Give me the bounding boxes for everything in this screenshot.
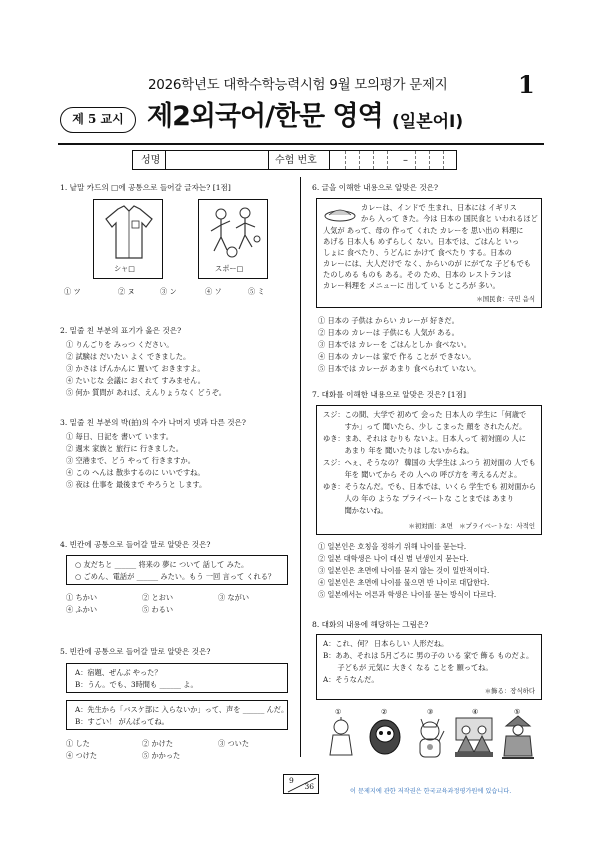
note: ＊国民食：국민 음식 bbox=[476, 295, 535, 303]
option[interactable]: ⑤ かかった bbox=[142, 751, 181, 760]
dialog-line: ゆき：まあ、それは むりも ないよ。日本人って 初対面の 人に bbox=[323, 434, 526, 443]
box-line: ○ ごめん、電話が ______ みたい。もう 一回 言って くれる？ bbox=[75, 572, 276, 581]
option[interactable]: ③ ながい bbox=[218, 593, 250, 602]
dialog-line: B：ああ、それは 5月ごろに 男の子の いる 家で 飾る ものだよ。 bbox=[323, 651, 534, 660]
option[interactable]: ④ ソ bbox=[205, 287, 222, 296]
picture-option-label[interactable]: ⑤ bbox=[514, 707, 521, 716]
page-total: 36 bbox=[304, 782, 314, 792]
dialog-line: 子どもが 元気に 大きく なる ことを 願ってね。 bbox=[323, 663, 493, 672]
sports-players-icon bbox=[205, 205, 263, 260]
option[interactable]: ⑤ 夜は 仕事を 最後まで やろうと します。 bbox=[66, 480, 207, 489]
column-divider bbox=[300, 177, 301, 757]
passage-line: カレー料理を メニューに 出して いる ところが 多い。 bbox=[323, 281, 500, 290]
page-current: 9 bbox=[289, 776, 294, 785]
question-title: 2. 밑줄 친 부분의 표기가 옳은 것은? bbox=[60, 326, 182, 335]
copyright-note: 이 문제지에 관한 저작권은 한국교육과정평가원에 있습니다. bbox=[350, 788, 512, 795]
question-5 bbox=[60, 647, 211, 657]
dialog-line: スジ：へぇ、そうなの？ 韓国の 大学生は ふつう 初対面の 人でも bbox=[323, 458, 536, 467]
dialog-line: A：これ、何？ 日本らしい 人形だね。 bbox=[323, 639, 449, 648]
dialog-line: すか」って 聞いたら、少し こまった 顔を されたんだ。 bbox=[323, 422, 527, 431]
shirt-icon bbox=[104, 205, 154, 260]
q6-passage-box bbox=[316, 198, 542, 308]
samurai-doll-icon[interactable] bbox=[500, 714, 536, 760]
option[interactable]: ③ 일본인은 초면에 나이를 묻지 않는 것이 일반적이다. bbox=[318, 566, 490, 575]
option[interactable]: ① ツ bbox=[64, 287, 81, 296]
dialog-line: ゆき：そうなんだ。でも、日本では、いくら 学生でも 初対面から bbox=[323, 482, 537, 491]
option[interactable]: ⑤ 일본에서는 어른과 학생은 나이를 묻는 방식이 다르다. bbox=[318, 590, 497, 599]
note: ＊初対面：초면 ＊プライベートな：사적인 bbox=[408, 522, 535, 530]
option[interactable]: ③ ン bbox=[160, 287, 177, 296]
option[interactable]: ① 일본인은 호칭을 정하기 위해 나이를 묻는다. bbox=[318, 542, 467, 551]
question-3 bbox=[60, 418, 246, 428]
option[interactable]: ⑤ わるい bbox=[142, 605, 174, 614]
box-line: A：先生から「バスケ部に 入らないか」って、声を ______ んだ。 bbox=[75, 705, 289, 714]
question-8 bbox=[312, 620, 428, 630]
question-2 bbox=[60, 326, 181, 336]
id-dash: – bbox=[403, 155, 408, 166]
option[interactable]: ④ つけた bbox=[66, 751, 98, 760]
question-title: 3. 밑줄 친 부분의 박(拍)의 수가 나머지 넷과 다른 것은? bbox=[60, 418, 246, 427]
question-title: 7. 대화를 이해한 내용으로 알맞은 것은? [1점] bbox=[312, 390, 466, 399]
option[interactable]: ④ たいじな 会議に おくれて すみません。 bbox=[66, 376, 205, 385]
option[interactable]: ⑤ 何か 質問が あれば、えんりょうなく どうぞ。 bbox=[66, 388, 226, 397]
dialog-line: あまり 年を 聞いたりは しないからね。 bbox=[323, 446, 474, 455]
passage-line: カレーには、大人だけで なく、からいのが にがてな 子どもでも bbox=[323, 259, 531, 268]
option[interactable]: ① 日本の 子供は からい カレーが 好きだ。 bbox=[318, 316, 459, 325]
option[interactable]: ② とおい bbox=[142, 593, 174, 602]
box-line: ○ 友だちと ______ 将来の 夢に ついて 話して みた。 bbox=[75, 560, 249, 569]
option[interactable]: ④ 일본인은 초면에 나이를 물으면 반 나이로 대답한다. bbox=[318, 578, 490, 587]
option[interactable]: ③ 日本では カレーを ごはんとしか 食べない。 bbox=[318, 340, 471, 349]
option[interactable]: ② 週末 家族と 旅行に 行きました。 bbox=[66, 444, 183, 453]
daruma-icon[interactable] bbox=[368, 716, 402, 756]
page-number: 1 bbox=[518, 70, 535, 99]
question-title: 8. 대화의 내용에 해당하는 그림은? bbox=[312, 620, 429, 629]
picture-option-label[interactable]: ① bbox=[335, 707, 342, 716]
q5-box-1 bbox=[66, 663, 288, 693]
question-title: 4. 빈칸에 공통으로 들어갈 말로 알맞은 것은? bbox=[60, 540, 211, 549]
dialog-line: スジ：この間、大学で 初めて 会った 日本人の 学生に「何歳で bbox=[323, 410, 527, 419]
question-1 bbox=[60, 183, 231, 193]
name-row bbox=[132, 150, 457, 170]
picture-option-label[interactable]: ② bbox=[381, 707, 388, 716]
picture-option-label[interactable]: ③ bbox=[427, 707, 434, 716]
doll-icon[interactable] bbox=[326, 717, 356, 759]
session-badge: 제 5 교시 bbox=[60, 107, 136, 133]
dialog-line: 聞かないね。 bbox=[323, 506, 388, 515]
passage-line: たのしめる ものも ある。その ため、日本の レストランは bbox=[323, 270, 512, 279]
box-line: A：宿題、ぜんぶ やった？ bbox=[75, 668, 162, 677]
option[interactable]: ② 일본 대학생은 나이 대신 별 년생인지 묻는다. bbox=[318, 554, 469, 563]
q7-dialog-box bbox=[316, 405, 542, 535]
card-2 bbox=[198, 199, 268, 279]
hina-doll-icon[interactable] bbox=[454, 716, 494, 758]
option[interactable]: ① りんごりを みっつ ください。 bbox=[66, 340, 174, 349]
maneki-neko-icon[interactable] bbox=[413, 715, 447, 759]
curry-plate-icon bbox=[323, 203, 357, 223]
option[interactable]: ③ 空港まで、どう やって 行きますか。 bbox=[66, 456, 195, 465]
box-line: B：すごい！ がんばってね。 bbox=[75, 717, 169, 726]
card-1 bbox=[93, 199, 163, 279]
option[interactable]: ② かけた bbox=[142, 739, 174, 748]
name-field[interactable] bbox=[268, 151, 269, 169]
q4-box bbox=[66, 555, 288, 585]
title-rule bbox=[58, 143, 544, 145]
box-line: B：うん。でも、3時間も ______ よ。 bbox=[75, 680, 198, 689]
footer-page-counter bbox=[283, 774, 319, 794]
passage-line: カレーは、インドで 生まれ、日本には イギリス bbox=[361, 203, 517, 212]
name-label: 성명 bbox=[141, 155, 161, 166]
question-6 bbox=[312, 183, 438, 193]
option[interactable]: ① した bbox=[66, 739, 90, 748]
passage-line: から 入って きた。今は 日本の 国民食と いわれるほど bbox=[361, 214, 538, 223]
passage-line: しょに 食べたり、うどんに かけて 食べたり する。日本の bbox=[323, 248, 512, 257]
dialog-line: 人の 年の ような プライベートな ことまでは あまり bbox=[323, 494, 514, 503]
question-title: 1. 낱말 카드의 □에 공통으로 들어갈 글자는? [1점] bbox=[60, 183, 231, 192]
option[interactable]: ③ かさは げんかんに 置いて おきますよ。 bbox=[66, 364, 205, 373]
option[interactable]: ① ちかい bbox=[66, 593, 98, 602]
option[interactable]: ④ ふかい bbox=[66, 605, 98, 614]
question-4 bbox=[60, 540, 211, 550]
option[interactable]: ⑤ 日本では カレーが あまり 食べられて いない。 bbox=[318, 364, 481, 373]
question-7 bbox=[312, 390, 466, 400]
subject-title: 제2외국어/한문 영역 bbox=[147, 101, 383, 132]
exam-title: 2026학년도 대학수학능력시험 9월 모의평가 문제지 bbox=[148, 77, 448, 93]
passage-line: 人気が あって、母の 作って くれた カレーを 思い出の 料理に bbox=[323, 226, 524, 235]
option[interactable]: ② ヌ bbox=[118, 287, 135, 296]
question-title: 6. 글을 이해한 내용으로 알맞은 것은? bbox=[312, 183, 439, 192]
option[interactable]: ② 日本の カレーは 子供にも 人気が ある。 bbox=[318, 328, 459, 337]
option[interactable]: ③ ついた bbox=[218, 739, 250, 748]
picture-option-label[interactable]: ④ bbox=[472, 707, 479, 716]
option[interactable]: ④ この へんは 散歩するのに いいですね。 bbox=[66, 468, 205, 477]
option[interactable]: ⑤ ミ bbox=[248, 287, 265, 296]
dialog-line: A：そうなんだ。 bbox=[323, 675, 379, 684]
option[interactable]: ② 試験は だいたい よく できました。 bbox=[66, 352, 191, 361]
question-title: 5. 빈칸에 공통으로 들어갈 말로 알맞은 것은? bbox=[60, 647, 211, 656]
note: ＊飾る：장식하다 bbox=[484, 687, 535, 695]
dialog-line: 年を 聞いてから その 人への 呼び方を 考えるんだよ。 bbox=[323, 470, 522, 479]
q5-box-2 bbox=[66, 700, 288, 730]
option[interactable]: ① 毎日、日記を 書いて います。 bbox=[66, 432, 173, 441]
card-1-label: シャ□ bbox=[114, 264, 136, 273]
card-2-label: スポー□ bbox=[215, 264, 244, 273]
passage-line: あげる 日本人も めずらしく ない。日本では、ごはんと いっ bbox=[323, 237, 520, 246]
option[interactable]: ④ 日本の カレーは 家で 作る ことが できない。 bbox=[318, 352, 476, 361]
subject-subtitle: (일본어Ⅰ) bbox=[392, 112, 464, 132]
q8-dialog-box bbox=[316, 634, 542, 700]
id-label: 수험 번호 bbox=[275, 155, 317, 166]
